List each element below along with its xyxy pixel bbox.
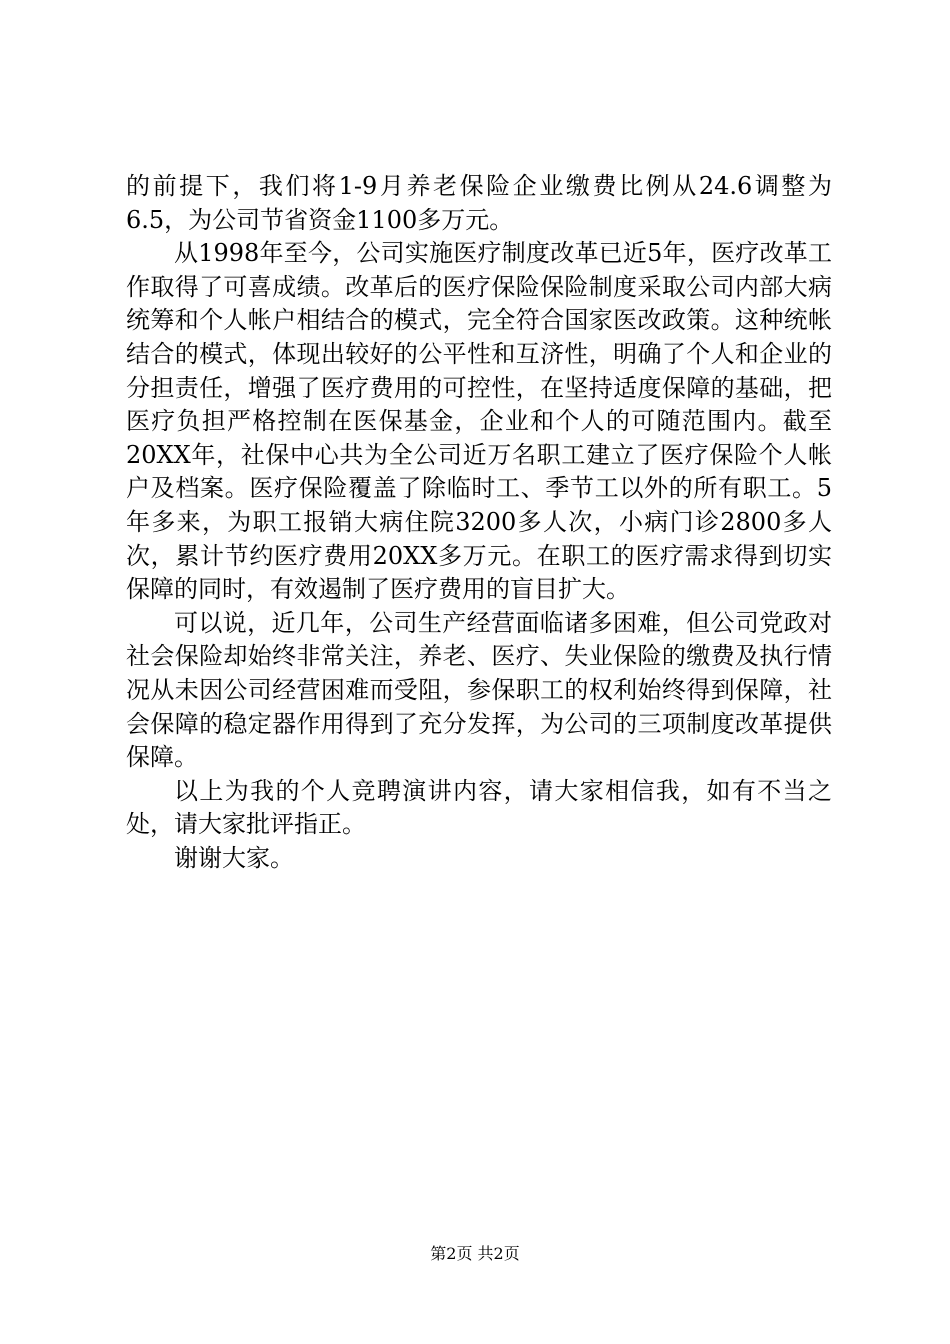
paragraph-continuation: 的前提下，我们将1-9月养老保险企业缴费比例从24.6调整为6.5，为公司节省资金1100多万元。 xyxy=(126,172,832,234)
paragraph-medical-reform: 从1998年至今，公司实施医疗制度改革已近5年，医疗改革工作取得了可喜成绩。改革后的医疗保险保险制度采取公司内部大病统筹和个人帐户相结合的模式，完全符合国家医改政策。这种统帐结合的模式，体现出较好的公平性和互济性，明确了个人和企业的分担责任，增强了医疗费用的可控性，在坚持适度保障的基础，把医疗负担严格控制在医保基金，企业和个人的可随范围内。截至20XX年，社保中心共为全公司近万名职工建立了医疗保险个人帐户及档案。医疗保险覆盖了除临时工、季节工以外的所有职工。5年多来，为职工报销大病住院3200多人次，小病门诊2800多人次，累计节约医疗费用20XX多万元。在职工的医疗需求得到切实保障的同时，有效遏制了医疗费用的盲目扩大。 xyxy=(126,239,832,604)
paragraph-thanks: 谢谢大家。 xyxy=(174,843,294,872)
paragraph-social-insurance: 可以说，近几年，公司生产经营面临诸多困难，但公司党政对社会保险却始终非常关注，养老、医疗、失业保险的缴费及执行情况从未因公司经营困难而受阻，参保职工的权利始终得到保障，社会保障的稳定器作用得到了充分发挥，为公司的三项制度改革提供保障。 xyxy=(126,608,832,772)
paragraph-closing: 以上为我的个人竞聘演讲内容，请大家相信我，如有不当之处，请大家批评指正。 xyxy=(126,776,832,839)
document-body xyxy=(126,170,832,875)
page-number-footer: 第2页 共2页 xyxy=(430,1244,520,1263)
